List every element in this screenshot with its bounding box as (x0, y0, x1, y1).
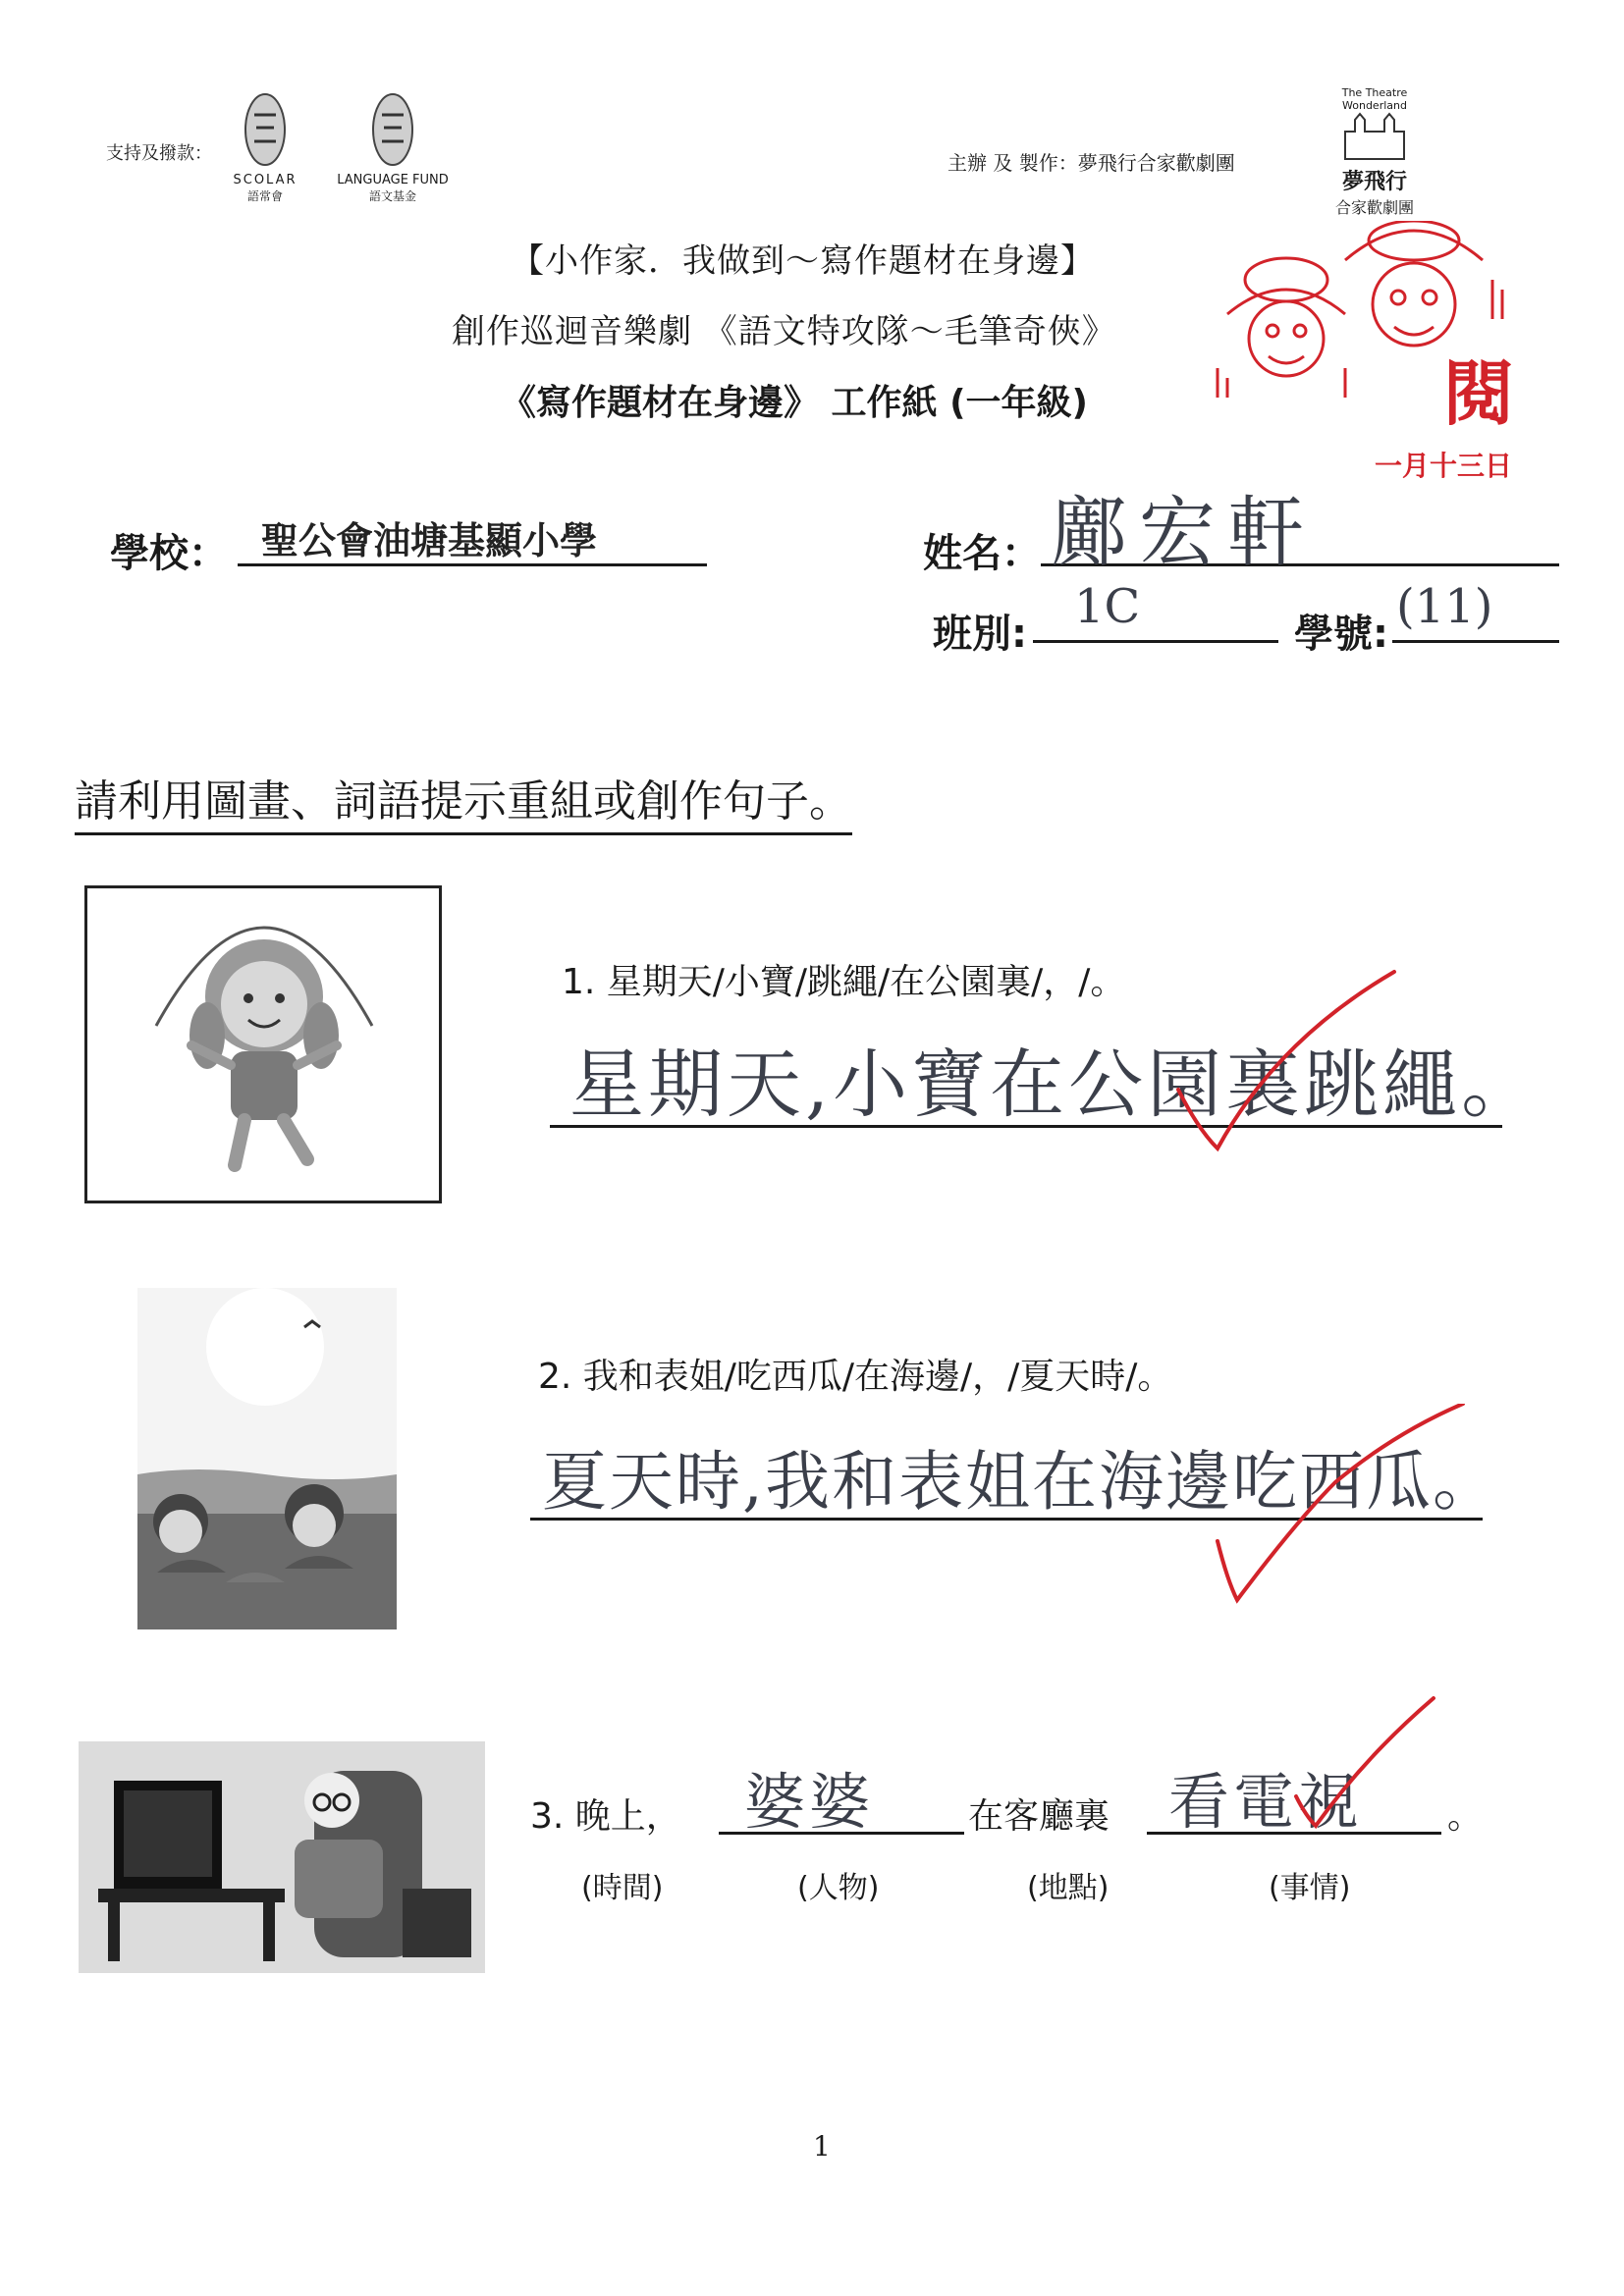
hint-place: (地點) (1027, 1871, 1110, 1905)
question-1-red-tick-icon (1159, 962, 1414, 1158)
hint-person: (人物) (797, 1871, 880, 1905)
question-2-answer: 夏天時,我和表姐在海邊吃西瓜。 (542, 1444, 1499, 1520)
question-3-prompt-end: 。 (1447, 1796, 1484, 1837)
instruction: 請利用圖畫、詞語提示重組或創作句子。 (75, 766, 852, 835)
theatre-logo-en: The Theatre Wonderland (1341, 86, 1408, 112)
question-1-prompt: 1. 星期天/小寶/跳繩/在公園裏/，/。 (562, 962, 1126, 1002)
class-value: 1C (1074, 579, 1141, 634)
hint-action: (事情) (1269, 1871, 1351, 1905)
question-3-prompt-start: 3. 晚上， (530, 1796, 681, 1837)
name-value: 鄺宏軒 (1051, 489, 1317, 577)
grandma-watching-tv-icon (79, 1741, 485, 1973)
children-eating-watermelon-beach-icon (137, 1288, 397, 1629)
castle-icon (1335, 112, 1414, 161)
question-2-red-tick-icon (1198, 1404, 1492, 1620)
name-field[interactable] (1041, 471, 1559, 577)
page-number: 1 (813, 2130, 831, 2163)
question-1-answer: 星期天,小寶在公園裏跳繩。 (569, 1041, 1541, 1128)
class-field[interactable] (1033, 579, 1278, 643)
question-3-person-blank[interactable] (719, 1753, 964, 1838)
number-label: 學號: (1294, 612, 1388, 657)
number-field[interactable] (1392, 579, 1559, 643)
school-field[interactable] (238, 510, 707, 566)
support-label: 支持及撥款： (106, 143, 212, 164)
question-3-person-answer: 婆婆 (744, 1766, 875, 1838)
name-label: 姓名： (923, 531, 1041, 576)
fund-logo-zh: 語文基金 (368, 189, 416, 203)
class-label: 班別: (933, 612, 1027, 657)
question-2-picture (137, 1288, 397, 1629)
stamp-read-char: 閱 (1443, 352, 1515, 435)
hint-time: (時間) (581, 1871, 664, 1905)
question-2-prompt: 2. 我和表姐/吃西瓜/在海邊/，/夏天時/。 (538, 1357, 1173, 1397)
number-value: (11) (1396, 579, 1493, 634)
fund-logo-en: LANGUAGE FUND (337, 173, 449, 187)
question-1-picture (84, 885, 442, 1203)
theatre-logo-zh: 夢飛行 (1341, 170, 1407, 194)
teacher-stamp (1208, 221, 1522, 486)
scolar-logo-en: SCOLAR (233, 173, 298, 187)
theatre-logo-zh2: 合家歡劇團 (1334, 198, 1414, 217)
title-line-2: 創作巡迴音樂劇 《語文特攻隊～毛筆奇俠》 (452, 312, 1116, 351)
language-fund-logo (324, 90, 461, 218)
stamp-date: 一月十三日 (1375, 450, 1513, 482)
question-3-red-tick-icon (1276, 1688, 1453, 1836)
title-line-3: 《寫作題材在身邊》 工作紙 (一年級) (501, 383, 1088, 423)
scolar-logo-zh: 語常會 (246, 189, 283, 203)
school-value: 聖公會油塘基顯小學 (261, 518, 598, 562)
language-fund-emblem-icon (368, 90, 417, 169)
organizer-label: 主辦 及 製作：夢飛行合家歡劇團 (947, 151, 1235, 175)
school-label: 學校： (110, 531, 228, 576)
theatre-logo (1311, 86, 1438, 224)
title-line-1: 【小作家．我做到～寫作題材在身邊】 (511, 241, 1095, 281)
scolar-emblem-icon (241, 90, 290, 169)
question-3-action-answer: 看電視 (1168, 1766, 1364, 1838)
scolar-logo (226, 90, 304, 218)
question-3-picture (79, 1741, 485, 1973)
girl-skipping-rope-icon (87, 888, 439, 1201)
question-3-prompt-middle: 在客廳裏 (968, 1796, 1110, 1837)
